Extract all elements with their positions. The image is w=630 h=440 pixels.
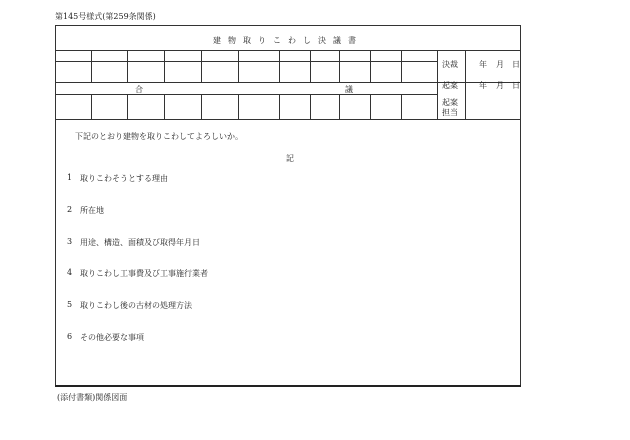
- grid-line-top: [55, 50, 521, 51]
- item-number: 2: [67, 205, 73, 214]
- consult-label-right: 議: [345, 85, 353, 94]
- item-number: 4: [67, 268, 73, 277]
- grid-col: [310, 94, 311, 119]
- decision-label: 決裁: [442, 60, 458, 69]
- form-title: 建物取りこわし決議書: [213, 36, 363, 45]
- item-text: 所在地: [80, 206, 104, 215]
- draft-day: 日: [512, 81, 520, 90]
- grid-line-consult: [55, 94, 437, 95]
- grid-col: [127, 94, 128, 119]
- decision-month: 月: [496, 60, 504, 69]
- grid-col: [164, 50, 165, 82]
- grid-col: [401, 94, 402, 119]
- item-text: 用途、構造、面積及び取得年月日: [80, 238, 200, 247]
- item-number: 3: [67, 237, 73, 246]
- grid-col: [339, 50, 340, 82]
- ki-heading: 記: [286, 154, 294, 163]
- draft-month: 月: [496, 81, 504, 90]
- item-number: 6: [67, 332, 73, 341]
- grid-col: [201, 94, 202, 119]
- grid-col-label-left: [437, 50, 438, 119]
- grid-col: [370, 94, 371, 119]
- grid-col: [279, 50, 280, 82]
- draft-label: 起案: [442, 81, 458, 90]
- drafter-label-line2: 担当: [442, 108, 458, 117]
- draft-year: 年: [479, 81, 487, 90]
- intro-text: 下記のとおり建物を取りこわしてよろしいか。: [75, 132, 243, 141]
- drafter-label-line1: 起案: [442, 98, 458, 107]
- grid-col: [201, 50, 202, 82]
- grid-col: [91, 94, 92, 119]
- grid-col: [370, 50, 371, 82]
- item-number: 5: [67, 300, 73, 309]
- grid-col: [279, 94, 280, 119]
- item-text: 取りこわし工事費及び工事施行業者: [80, 269, 208, 278]
- grid-col: [127, 50, 128, 82]
- grid-col: [238, 94, 239, 119]
- item-text: 取りこわそうとする理由: [80, 174, 168, 183]
- grid-col-label-right: [465, 50, 466, 119]
- item-text: 取りこわし後の古材の処理方法: [80, 301, 192, 310]
- grid-col: [401, 50, 402, 82]
- grid-col: [310, 50, 311, 82]
- grid-line-bottom: [55, 119, 521, 120]
- grid-line-upper-split: [55, 61, 437, 62]
- attachment-note: (添付書類)関係図面: [57, 393, 128, 402]
- consult-label-left: 合: [135, 85, 143, 94]
- grid-col: [339, 94, 340, 119]
- grid-col: [91, 50, 92, 82]
- item-number: 1: [67, 173, 73, 182]
- form-number: 第145号様式(第259条関係): [55, 12, 156, 21]
- bottom-border: [55, 385, 521, 387]
- item-text: その他必要な事項: [80, 333, 144, 342]
- decision-day: 日: [512, 60, 520, 69]
- grid-col: [238, 50, 239, 82]
- decision-year: 年: [479, 60, 487, 69]
- grid-col: [164, 94, 165, 119]
